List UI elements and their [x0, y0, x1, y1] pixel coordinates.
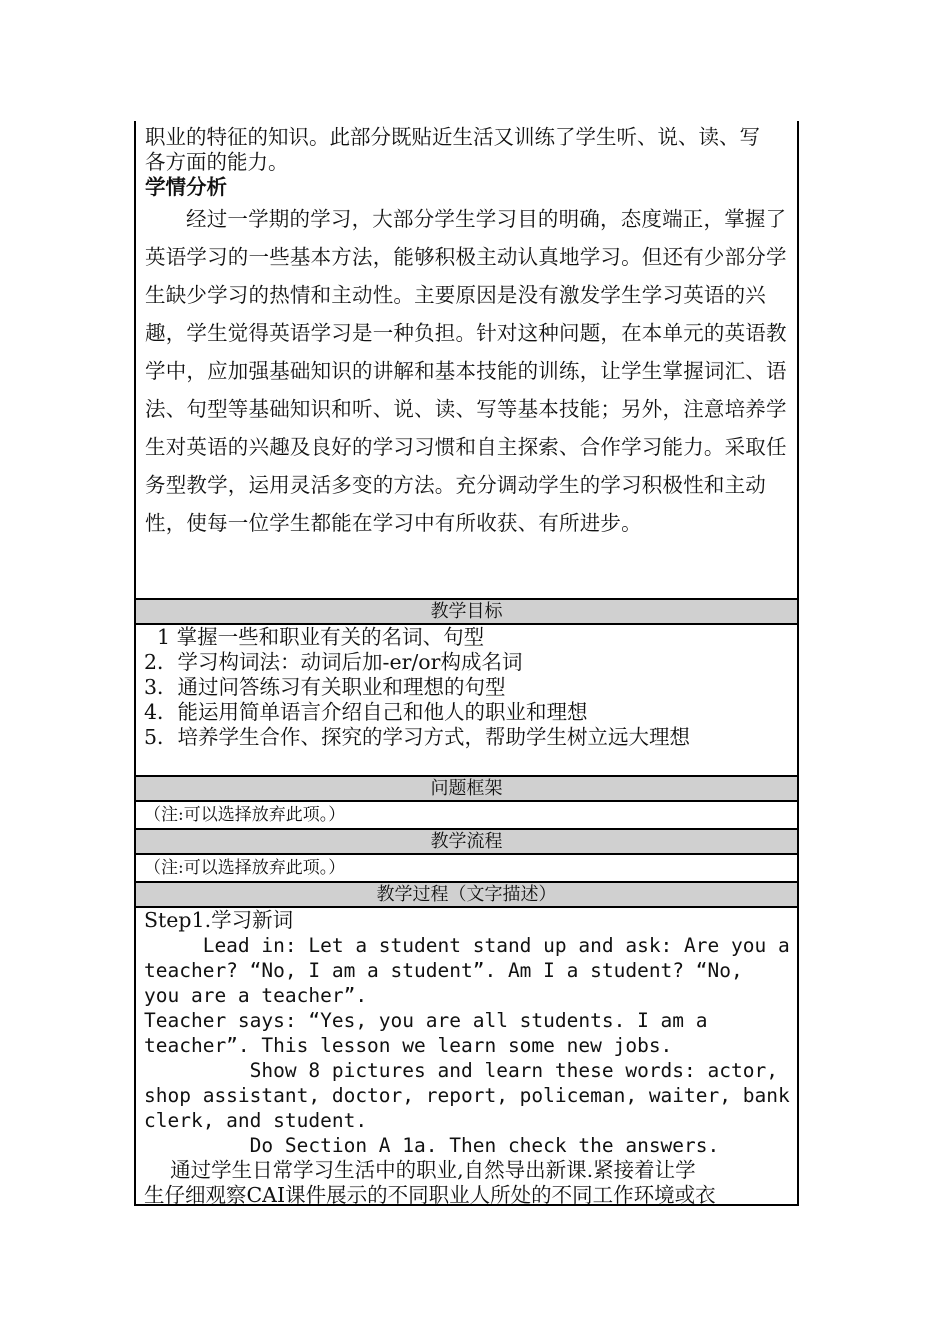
process-line: teacher? “No, I am a student”. Am I a student? “No, [144, 959, 743, 982]
framework-header: 问题框架 [134, 775, 799, 802]
process-line: teacher”. This lesson we learn some new jobs. [144, 1034, 673, 1057]
analysis-paragraph: 经过一学期的学习，大部分学生学习目的明确，态度端正，掌握了英语学习的一些基本方法，能够积极主动认真地学习。但还有少部分学生缺少学习的热情和主动性。主要原因是没有激发学生学习英语的兴趣，学生觉得英语学习是一种负担。针对这种问题，在本单元的英语教学中，应加强基础知识的讲解和基本技能的训练，让学生掌握词汇、语法、句型等基础知识和听、说、读、写等基本技能；另外，注意培养学生对英语的兴趣及良好的学习习惯和自主探索、合作学习能力。采取任务型教学，运用灵活多变的方法。充分调动学生的学习积极性和主动性，使每一位学生都能在学习中有所收获、有所进步。 [145, 207, 787, 535]
process-content [134, 908, 799, 1206]
goal-item: 2．学习构词法：动词后加-er/or构成名词 [144, 650, 523, 674]
lead-line-1: 职业的特征的知识。此部分既贴近生活又训练了学生听、说、读、写 [145, 125, 760, 149]
goal-item: 1 掌握一些和职业有关的名词、句型 [144, 625, 485, 649]
lead-line-2: 各方面的能力。 [145, 150, 289, 174]
process-line: Teacher says: “Yes, you are all students. I am a [144, 1009, 708, 1032]
process-line: Lead in: Let a student stand up and ask: Are you a [144, 934, 790, 957]
flow-note: （注:可以选择放弃此项。） [134, 855, 799, 881]
process-line: Do Section A 1a. Then check the answers. [144, 1134, 720, 1157]
step-title: Step1.学习新词 [144, 908, 294, 932]
framework-note: （注:可以选择放弃此项。） [134, 802, 799, 828]
process-line: you are a teacher”. [144, 984, 368, 1007]
flow-header: 教学流程 [134, 828, 799, 855]
document-table [134, 121, 799, 1206]
goals-list [134, 625, 799, 775]
process-header: 教学过程（文字描述） [134, 881, 799, 908]
process-line: Show 8 pictures and learn these words: actor, [144, 1059, 778, 1082]
process-line: clerk, and student. [144, 1109, 368, 1132]
goal-item: 3．通过问答练习有关职业和理想的句型 [144, 675, 506, 699]
section-heading: 学情分析 [145, 175, 227, 199]
goal-item: 5．培养学生合作、探究的学习方式，帮助学生树立远大理想 [144, 725, 691, 749]
process-cn-line: 生仔细观察CAI课件展示的不同职业人所处的不同工作环境或衣 [144, 1183, 716, 1206]
goal-item: 4．能运用简单语言介绍自己和他人的职业和理想 [144, 700, 588, 724]
process-line: shop assistant, doctor, report, policeman, waiter, bank [144, 1084, 790, 1107]
process-cn-line: 通过学生日常学习生活中的职业,自然导出新课.紧接着让学 [144, 1158, 696, 1182]
analysis-section [134, 121, 799, 598]
goals-header: 教学目标 [134, 598, 799, 625]
